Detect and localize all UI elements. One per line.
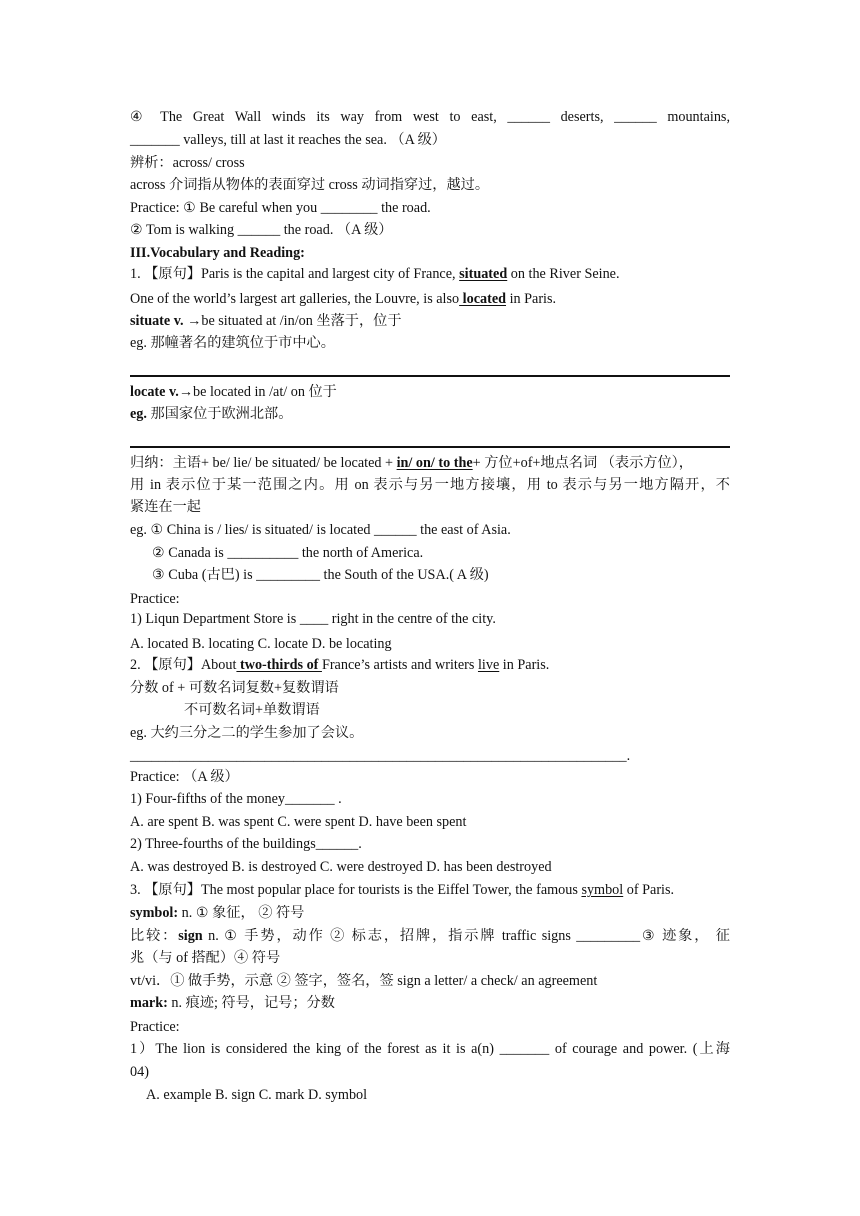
- answer-line: [130, 446, 730, 448]
- original-sentence: 3. 【原句】The most popular place for tourists is the Eiffel Tower, the famous symbol of Paris.: [130, 882, 675, 898]
- example-line: eg. 那国家位于欧洲北部。: [130, 406, 293, 422]
- question-line: 1) Four-fifths of the money_______ .: [130, 791, 342, 807]
- original-sentence: 2. 【原句】About two-thirds of France’s artists and writers live in Paris.: [130, 657, 550, 673]
- question-line: 1）The lion is considered the king of the forest as it is a(n) _______ of courage and power. (上海: [130, 1041, 730, 1057]
- practice-heading: Practice:: [130, 1019, 180, 1035]
- practice-line: Practice: ① Be careful when you ________ the road.: [130, 200, 431, 216]
- analysis-text: across 介词指从物体的表面穿过 cross 动词指穿过，越过。: [130, 177, 490, 193]
- practice-heading: Practice: （A 级）: [130, 769, 239, 785]
- grammar-rule: 不可数名词+单数谓语: [184, 702, 320, 718]
- example-line: ② Canada is __________ the north of America.: [152, 545, 424, 561]
- options-line: A. example B. sign C. mark D. symbol: [146, 1087, 368, 1103]
- summary-line: 归纳：主语+ be/ lie/ be situated/ be located + in/ on/ to the+ 方位+of+地点名词 （表示方位），: [130, 455, 693, 471]
- answer-blank: ______________________________________________________________________.: [130, 748, 631, 764]
- summary-line: 用 in 表示位于某一范围之内。用 on 表示与另一地方接壤，用 to 表示与另一地方隔开，不: [130, 477, 730, 493]
- question-line: 04): [130, 1064, 149, 1080]
- comparison-line: 兆（与 of 搭配）④ 符号: [130, 950, 281, 966]
- example-line: eg. ① China is / lies/ is situated/ is located ______ the east of Asia.: [130, 522, 511, 538]
- section-heading: III.Vocabulary and Reading:: [130, 245, 305, 261]
- original-sentence: 1. 【原句】Paris is the capital and largest city of France, situated on the River Seine.: [130, 266, 620, 282]
- comparison-line: 比较：sign n. ① 手势，动作 ② 标志，招牌，指示牌 traffic signs _________③ 迹象， 征: [130, 928, 730, 944]
- vocab-entry: situate v. →be situated at /in/on 坐落于，位于: [130, 313, 402, 329]
- vocab-entry: symbol: n. ① 象征， ② 符号: [130, 905, 305, 921]
- options-line: A. located B. locating C. locate D. be locating: [130, 636, 392, 652]
- example-line: eg. 那幢著名的建筑位于市中心。: [130, 335, 335, 351]
- example-line: eg. 大约三分之二的学生参加了会议。: [130, 725, 364, 741]
- grammar-rule: 分数 of + 可数名词复数+复数谓语: [130, 680, 339, 696]
- options-line: A. are spent B. was spent C. were spent D. have been spent: [130, 814, 467, 830]
- practice-line: ② Tom is walking ______ the road. （A 级）: [130, 222, 393, 238]
- original-sentence: One of the world’s largest art galleries, the Louvre, is also located in Paris.: [130, 291, 557, 307]
- answer-line: [130, 375, 730, 377]
- question-line: 2) Three-fourths of the buildings______.: [130, 836, 362, 852]
- summary-line: 紧连在一起: [130, 499, 201, 515]
- options-line: A. was destroyed B. is destroyed C. were destroyed D. has been destroyed: [130, 859, 552, 875]
- vocab-entry: locate v.→be located in /at/ on 位于: [130, 384, 337, 400]
- exercise-line: _______ valleys, till at last it reaches the sea. （A 级）: [130, 132, 446, 148]
- analysis-heading: 辨析：across/ cross: [130, 155, 245, 171]
- question-line: 1) Liqun Department Store is ____ right in the centre of the city.: [130, 611, 496, 627]
- vocab-entry: mark: n. 痕迹; 符号，记号；分数: [130, 995, 335, 1011]
- exercise-line: ④ The Great Wall winds its way from west to east, ______ deserts, ______ mountains,: [130, 109, 730, 125]
- practice-heading: Practice:: [130, 591, 180, 607]
- example-line: ③ Cuba (古巴) is _________ the South of the USA.( A 级): [152, 567, 489, 583]
- comparison-line: vt/vi．① 做手势，示意 ② 签字，签名，签 sign a letter/ a check/ an agreement: [130, 973, 598, 989]
